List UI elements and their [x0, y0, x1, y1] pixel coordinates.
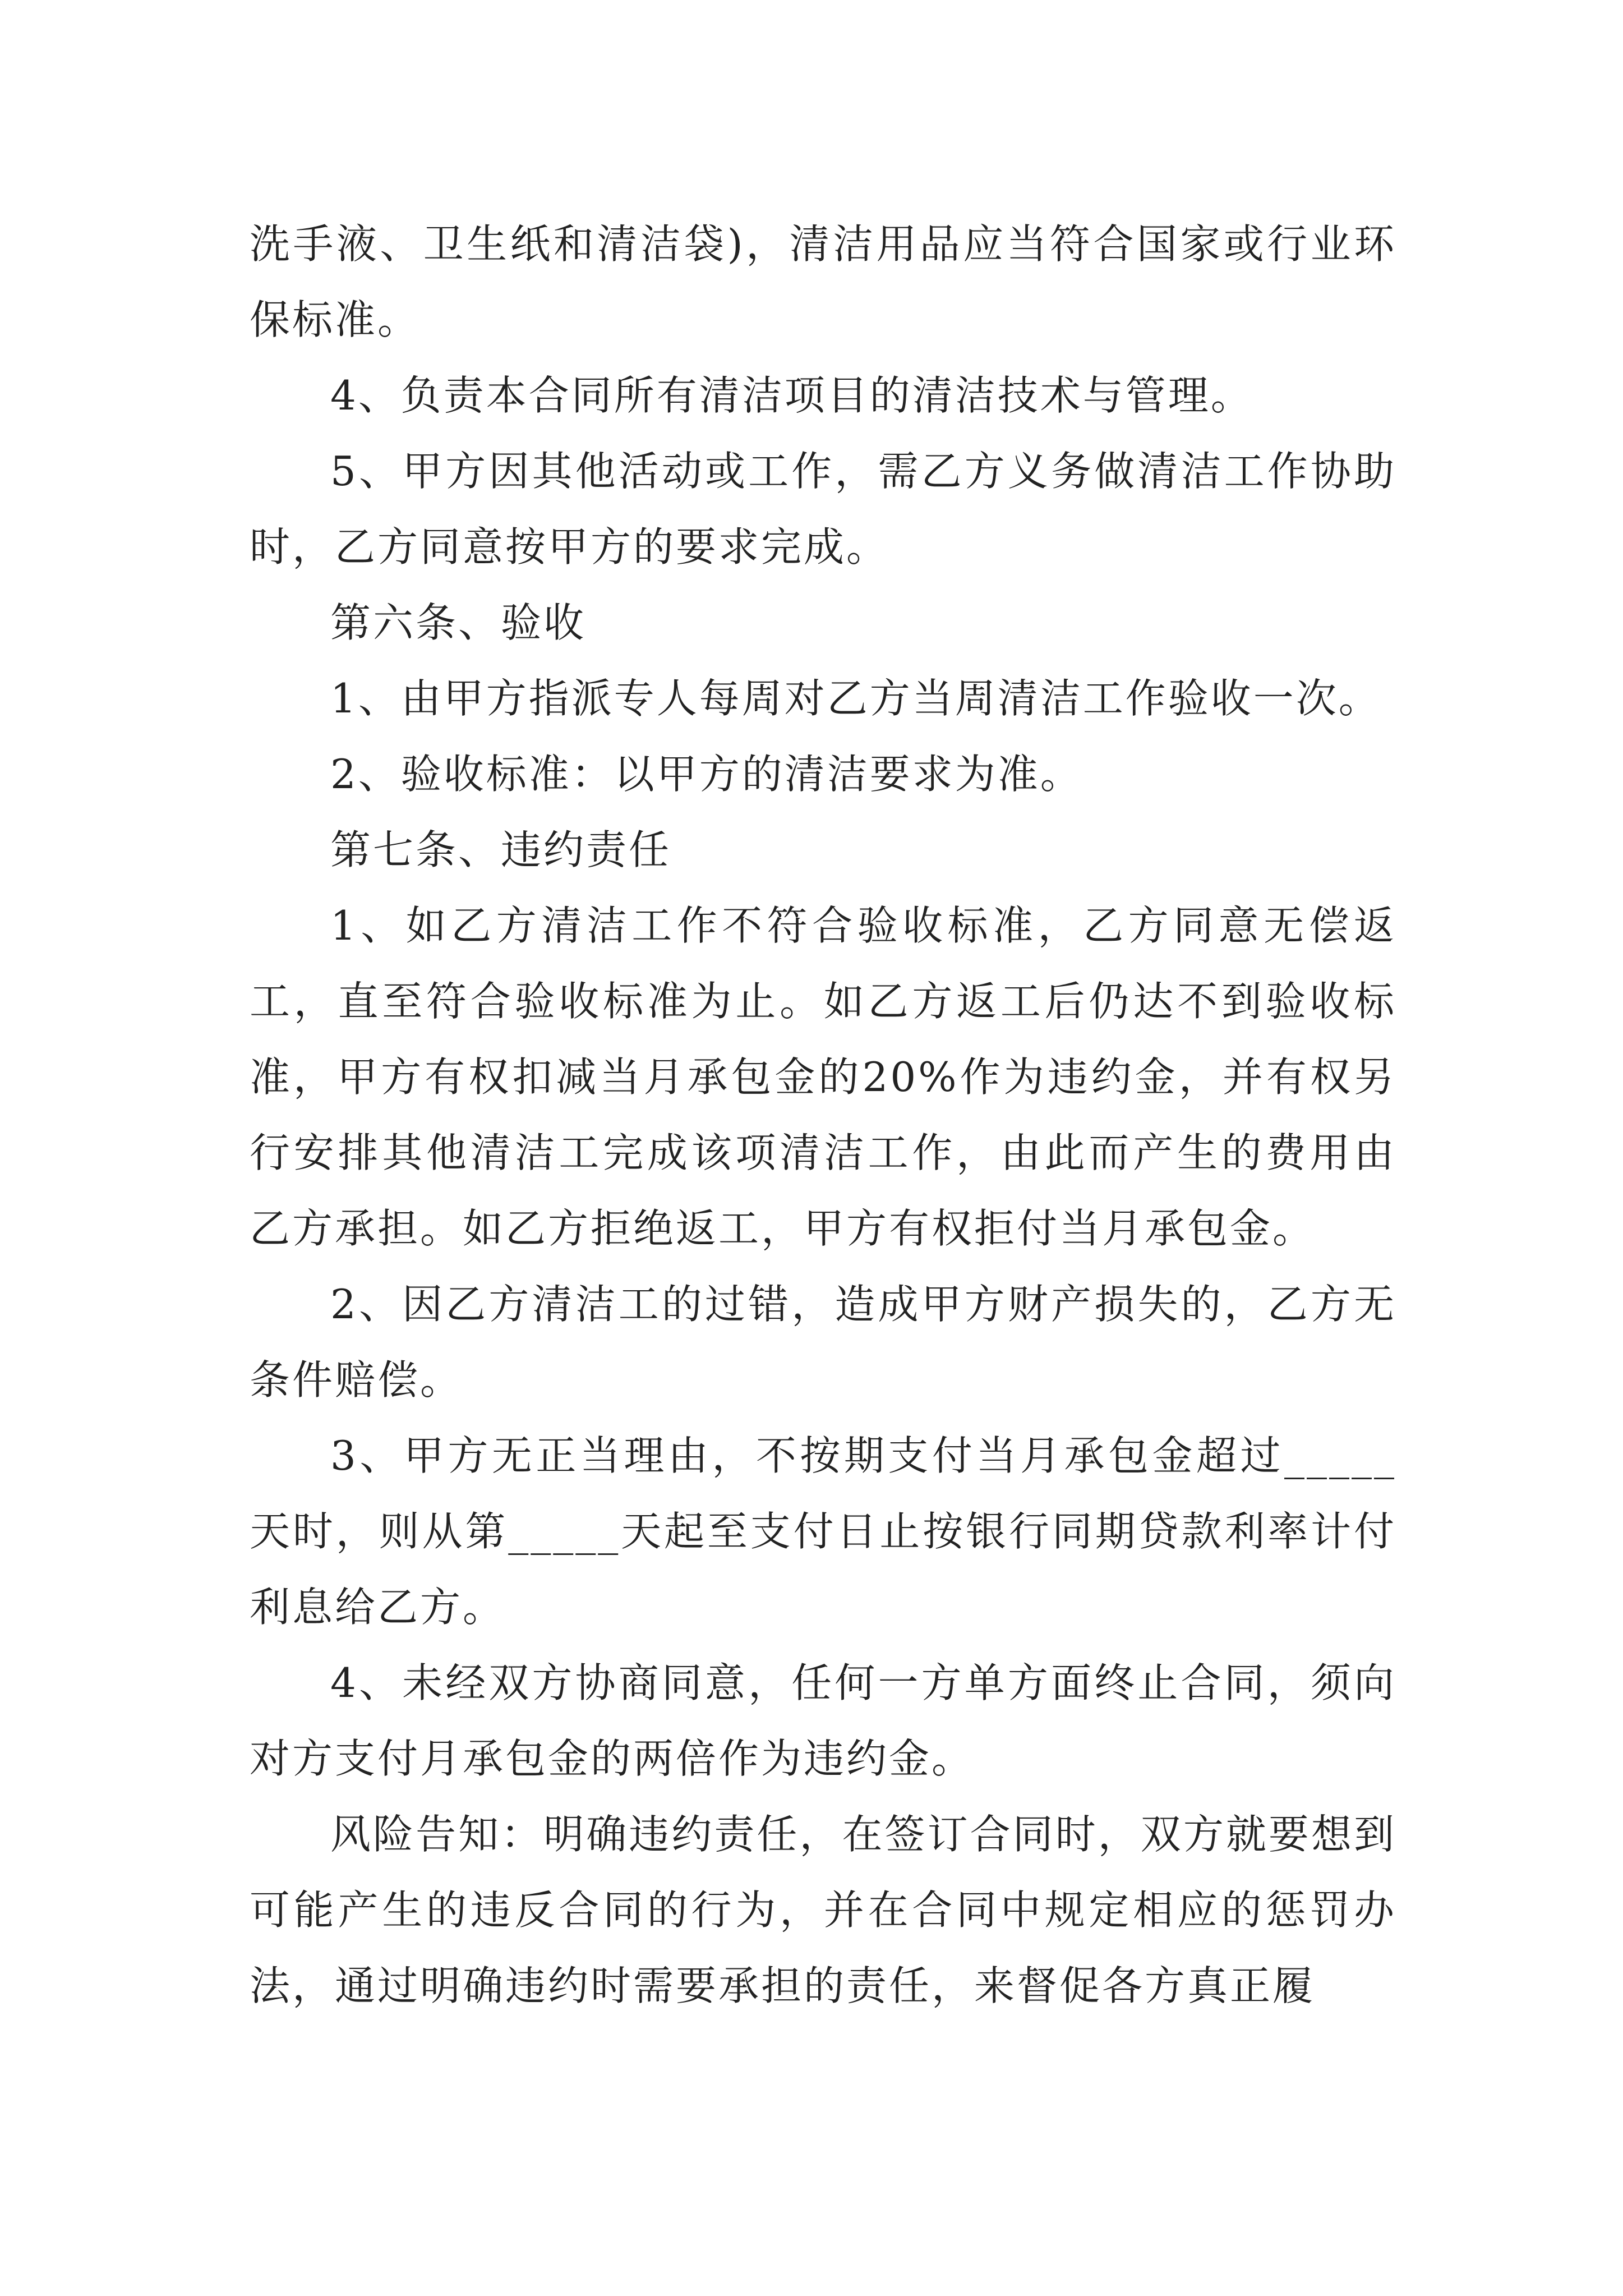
paragraph-acceptance-1: 1、由甲方指派专人每周对乙方当周清洁工作验收一次。 [330, 675, 1381, 722]
paragraph-liability-2: 2、因乙方清洁工的过错，造成甲方财产损失的，乙方无条件赔偿。 [250, 1281, 1396, 1404]
contract-text [250, 206, 1396, 2024]
paragraph-liability-1: 1、如乙方清洁工作不符合验收标准，乙方同意无偿返工，直至符合验收标准为止。如乙方返工后仍达不到验收标准，甲方有权扣减当月承包金的20%作为违约金，并有权另行安排其他清洁工完成该项清洁工作，由此而产生的费用由乙方承担。如乙方拒绝返工，甲方有权拒付当月承包金。 [250, 902, 1396, 1252]
paragraph-item-5-assistance: 5、甲方因其他活动或工作，需乙方义务做清洁工作协助时，乙方同意按甲方的要求完成。 [250, 448, 1396, 570]
paragraph-cleaning-supplies: 洗手液、卫生纸和清洁袋)，清洁用品应当符合国家或行业环保标准。 [250, 220, 1396, 343]
paragraph-item-4-management: 4、负责本合同所有清洁项目的清洁技术与管理。 [330, 372, 1253, 419]
heading-article-6-acceptance: 第六条、验收 [330, 599, 587, 646]
paragraph-liability-3: 3、甲方无正当理由，不按期支付当月承包金超过_____天时，则从第_____天起至支付日止按银行同期贷款利率计付利息给乙方。 [250, 1432, 1396, 1631]
paragraph-liability-4: 4、未经双方协商同意，任何一方单方面终止合同，须向对方支付月承包金的两倍作为违约金。 [250, 1659, 1396, 1782]
paragraph-risk-notice: 风险告知：明确违约责任，在签订合同时，双方就要想到可能产生的违反合同的行为，并在合同中规定相应的惩罚办法，通过明确违约时需要承担的责任，来督促各方真正履 [250, 1811, 1396, 2009]
paragraph-acceptance-2: 2、验收标准：以甲方的清洁要求为准。 [330, 751, 1083, 798]
heading-article-7-liability: 第七条、违约责任 [330, 826, 672, 873]
